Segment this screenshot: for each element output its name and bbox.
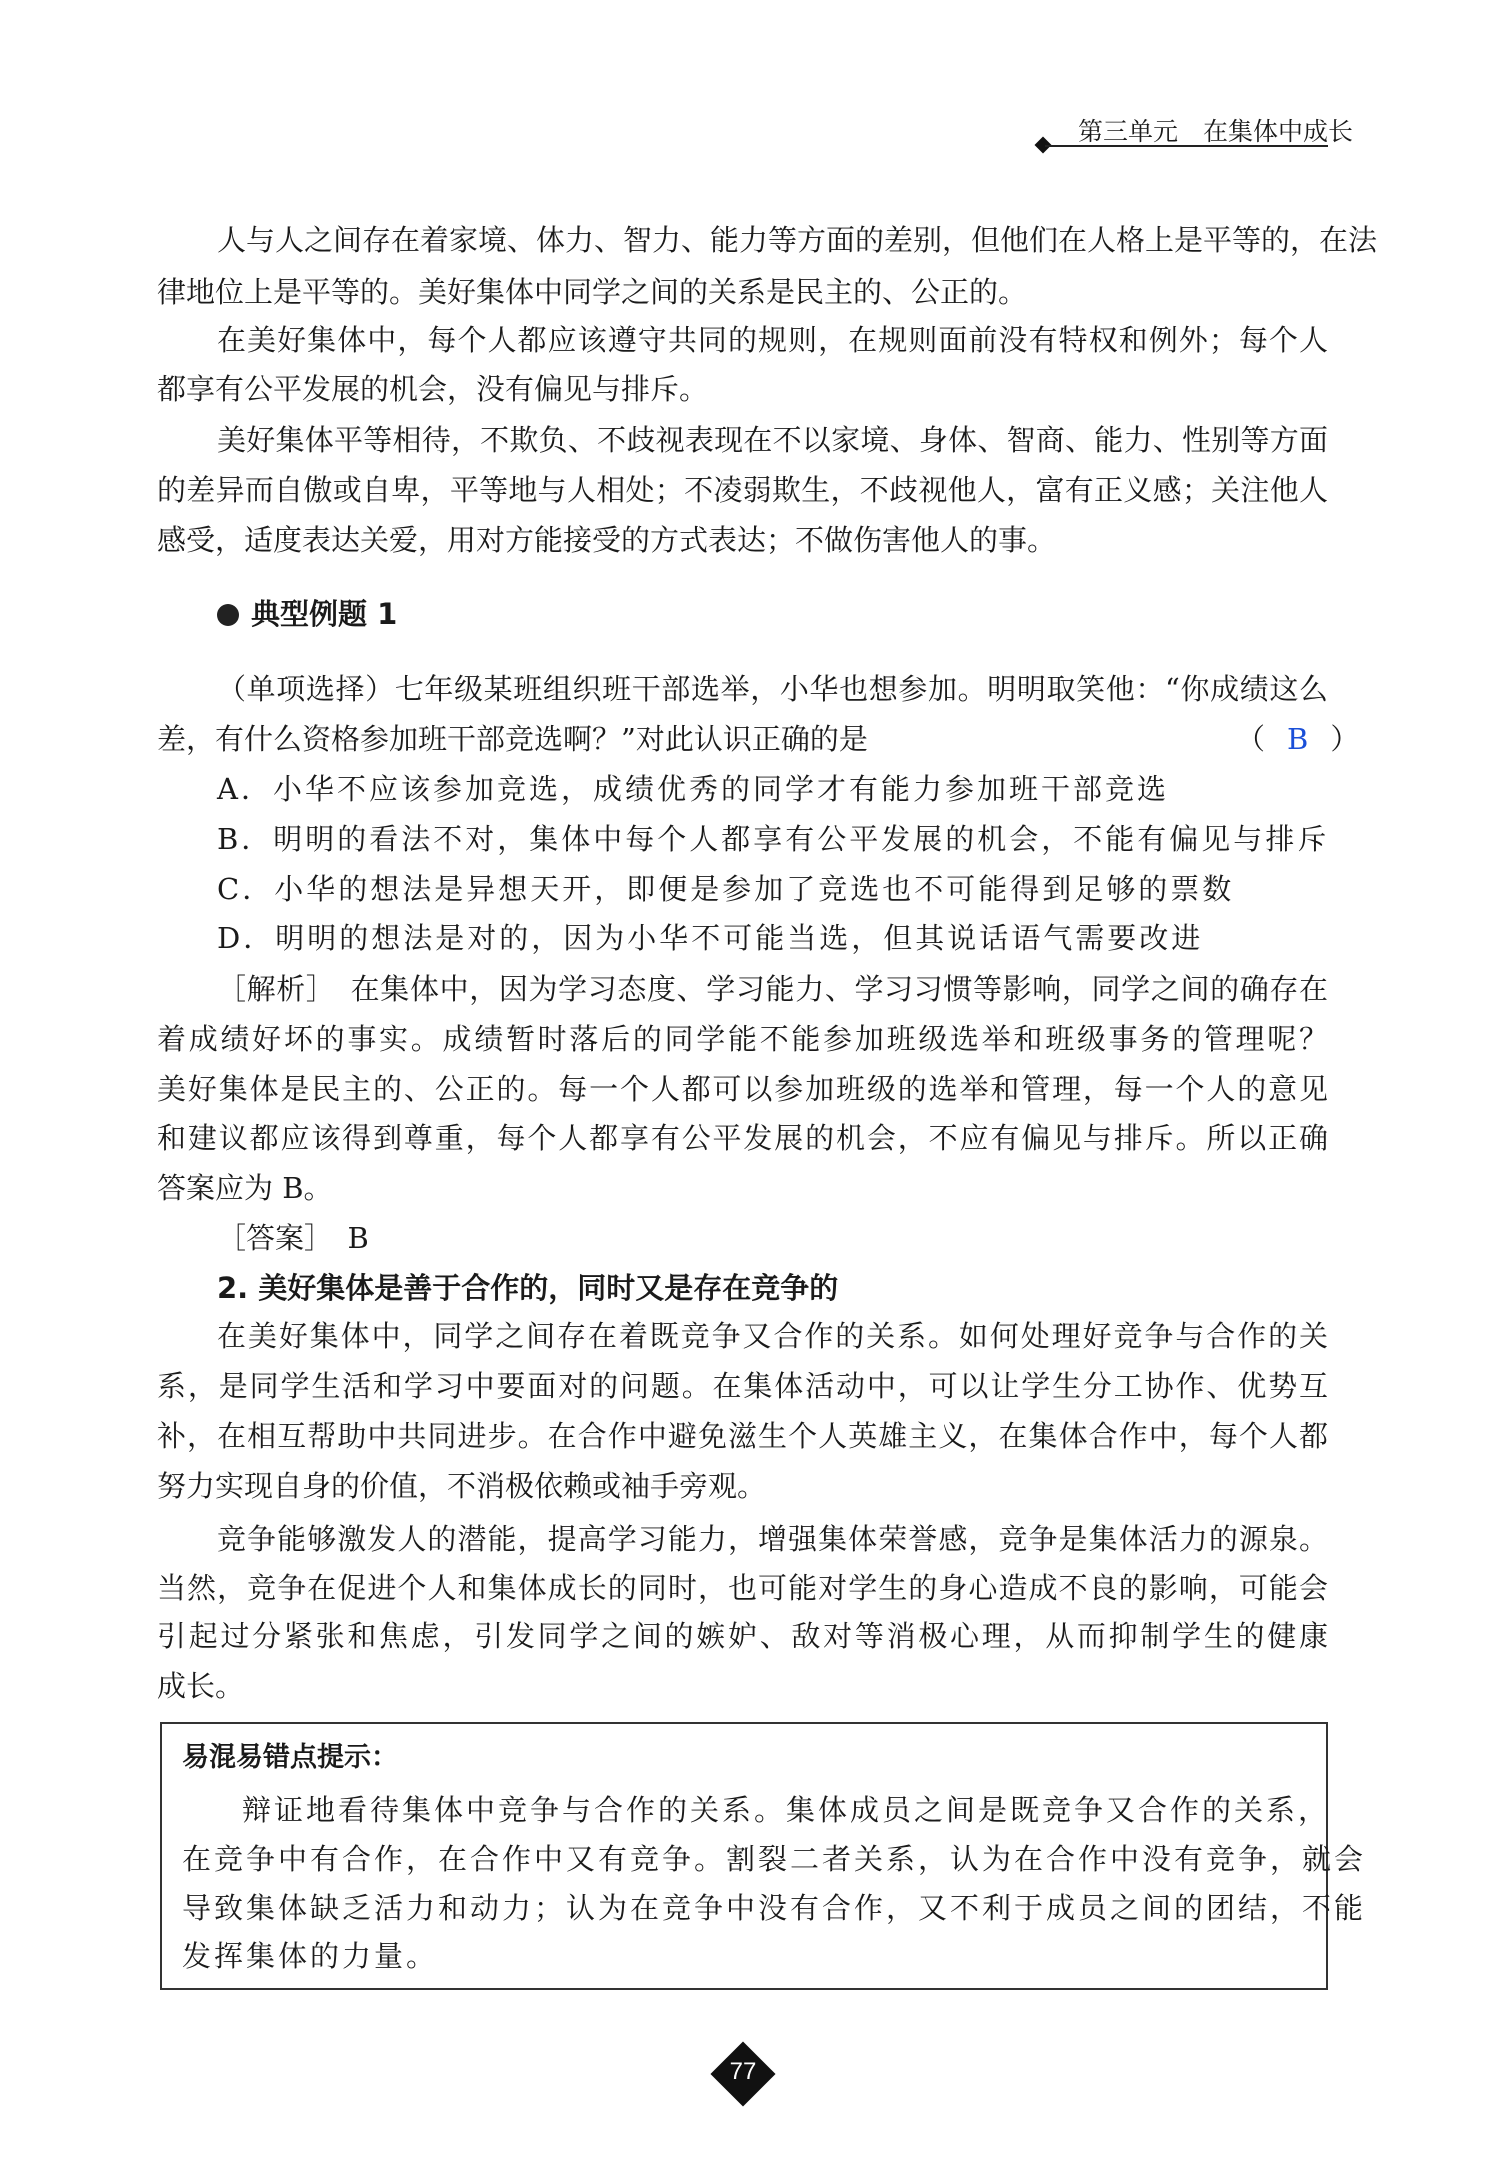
paragraph-line: 在美好集体中，同学之间存在着既竞争又合作的关系。如何处理好竞争与合作的关 bbox=[217, 1319, 1328, 1353]
paragraph-line: 成长。 bbox=[157, 1669, 245, 1703]
paragraph-line: 感受，适度表达关爱，用对方能接受的方式表达；不做伤害他人的事。 bbox=[157, 523, 1057, 557]
tip-box-title: 易混易错点提示： bbox=[182, 1742, 398, 1773]
option-D: D．明明的想法是对的，因为小华不可能当选，但其说话语气需要改进 bbox=[217, 921, 1204, 955]
paragraph-line: 系，是同学生活和学习中要面对的问题。在集体活动中，可以让学生分工协作、优势互 bbox=[157, 1369, 1328, 1403]
paragraph-line: 在美好集体中，每个人都应该遵守共同的规则，在规则面前没有特权和例外；每个人 bbox=[217, 323, 1328, 357]
paragraph-line: 美好集体平等相待，不欺负、不歧视表现在不以家境、身体、智商、能力、性别等方面 bbox=[217, 423, 1328, 457]
bullet-icon bbox=[217, 604, 239, 626]
analysis-line: 美好集体是民主的、公正的。每一个人都可以参加班级的选举和管理，每一个人的意见 bbox=[157, 1072, 1328, 1106]
analysis-line: 答案应为 B。 bbox=[157, 1171, 333, 1205]
tip-line: 辩证地看待集体中竞争与合作的关系。集体成员之间是既竞争又合作的关系， bbox=[242, 1793, 1331, 1827]
tip-line: 在竞争中有合作，在合作中又有竞争。割裂二者关系，认为在合作中没有竞争，就会 bbox=[182, 1842, 1367, 1876]
paragraph-line: 都享有公平发展的机会，没有偏见与排斥。 bbox=[157, 372, 709, 406]
question-line: （单项选择）七年级某班组织班干部选举，小华也想参加。明明取笑他：“你成绩这么 bbox=[217, 672, 1328, 706]
paragraph-line: 当然，竞争在促进个人和集体成长的同时，也可能对学生的身心造成不良的影响，可能会 bbox=[157, 1571, 1328, 1605]
paragraph-line: 努力实现自身的价值，不消极依赖或袖手旁观。 bbox=[157, 1469, 767, 1503]
running-header bbox=[1078, 112, 1353, 148]
section-heading: 2. 美好集体是善于合作的，同时又是存在竞争的 bbox=[217, 1271, 839, 1305]
paragraph-line: 引起过分紧张和焦虑，引发同学之间的嫉妒、敌对等消极心理，从而抑制学生的健康 bbox=[157, 1619, 1328, 1653]
answer-mark: B bbox=[1287, 722, 1309, 756]
tip-box bbox=[160, 1722, 1367, 1990]
answer-bracket bbox=[1236, 719, 1359, 759]
tip-line: 导致集体缺乏活力和动力；认为在竞争中没有合作，又不利于成员之间的团结，不能 bbox=[182, 1891, 1367, 1925]
example-heading-text: 典型例题 1 bbox=[251, 597, 398, 631]
paragraph-line: 竞争能够激发人的潜能，提高学习能力，增强集体荣誉感，竞争是集体活力的源泉。 bbox=[217, 1522, 1328, 1556]
page-number: 77 bbox=[729, 2058, 757, 2085]
option-C: C．小华的想法是异想天开，即便是参加了竞选也不可能得到足够的票数 bbox=[217, 872, 1235, 906]
paragraph-line: 补，在相互帮助中共同进步。在合作中避免滋生个人英雄主义，在集体合作中，每个人都 bbox=[157, 1419, 1328, 1453]
paragraph-line: 律地位上是平等的。美好集体中同学之间的关系是民主的、公正的。 bbox=[157, 275, 1028, 309]
unit-label: 第三单元 bbox=[1078, 117, 1179, 146]
example-heading bbox=[217, 594, 1328, 634]
option-B: B．明明的看法不对，集体中每个人都享有公平发展的机会，不能有偏见与排斥 bbox=[217, 822, 1330, 856]
chapter-title: 在集体中成长 bbox=[1203, 117, 1354, 146]
analysis-line: ［解析］ 在集体中，因为学习态度、学习能力、学习习惯等影响，同学之间的确存在 bbox=[217, 972, 1328, 1006]
paragraph-line: 的差异而自傲或自卑，平等地与人相处；不凌弱欺生，不歧视他人，富有正义感；关注他人 bbox=[157, 473, 1328, 507]
analysis-line: 和建议都应该得到尊重，每个人都享有公平发展的机会，不应有偏见与排斥。所以正确 bbox=[157, 1121, 1328, 1155]
option-A: A．小华不应该参加竞选，成绩优秀的同学才有能力参加班干部竞选 bbox=[217, 772, 1169, 806]
question-line: 差，有什么资格参加班干部竞选啊？”对此认识正确的是 bbox=[157, 722, 868, 756]
paren-open: （ bbox=[1236, 722, 1266, 756]
answer-line: ［答案］ B bbox=[217, 1221, 369, 1255]
paren-close: ） bbox=[1330, 722, 1360, 756]
analysis-line: 着成绩好坏的事实。成绩暂时落后的同学能不能参加班级选举和班级事务的管理呢？ bbox=[157, 1022, 1328, 1056]
tip-line: 发挥集体的力量。 bbox=[182, 1939, 439, 1973]
paragraph-line: 人与人之间存在着家境、体力、智力、能力等方面的差别，但他们在人格上是平等的，在法 bbox=[217, 223, 1378, 257]
